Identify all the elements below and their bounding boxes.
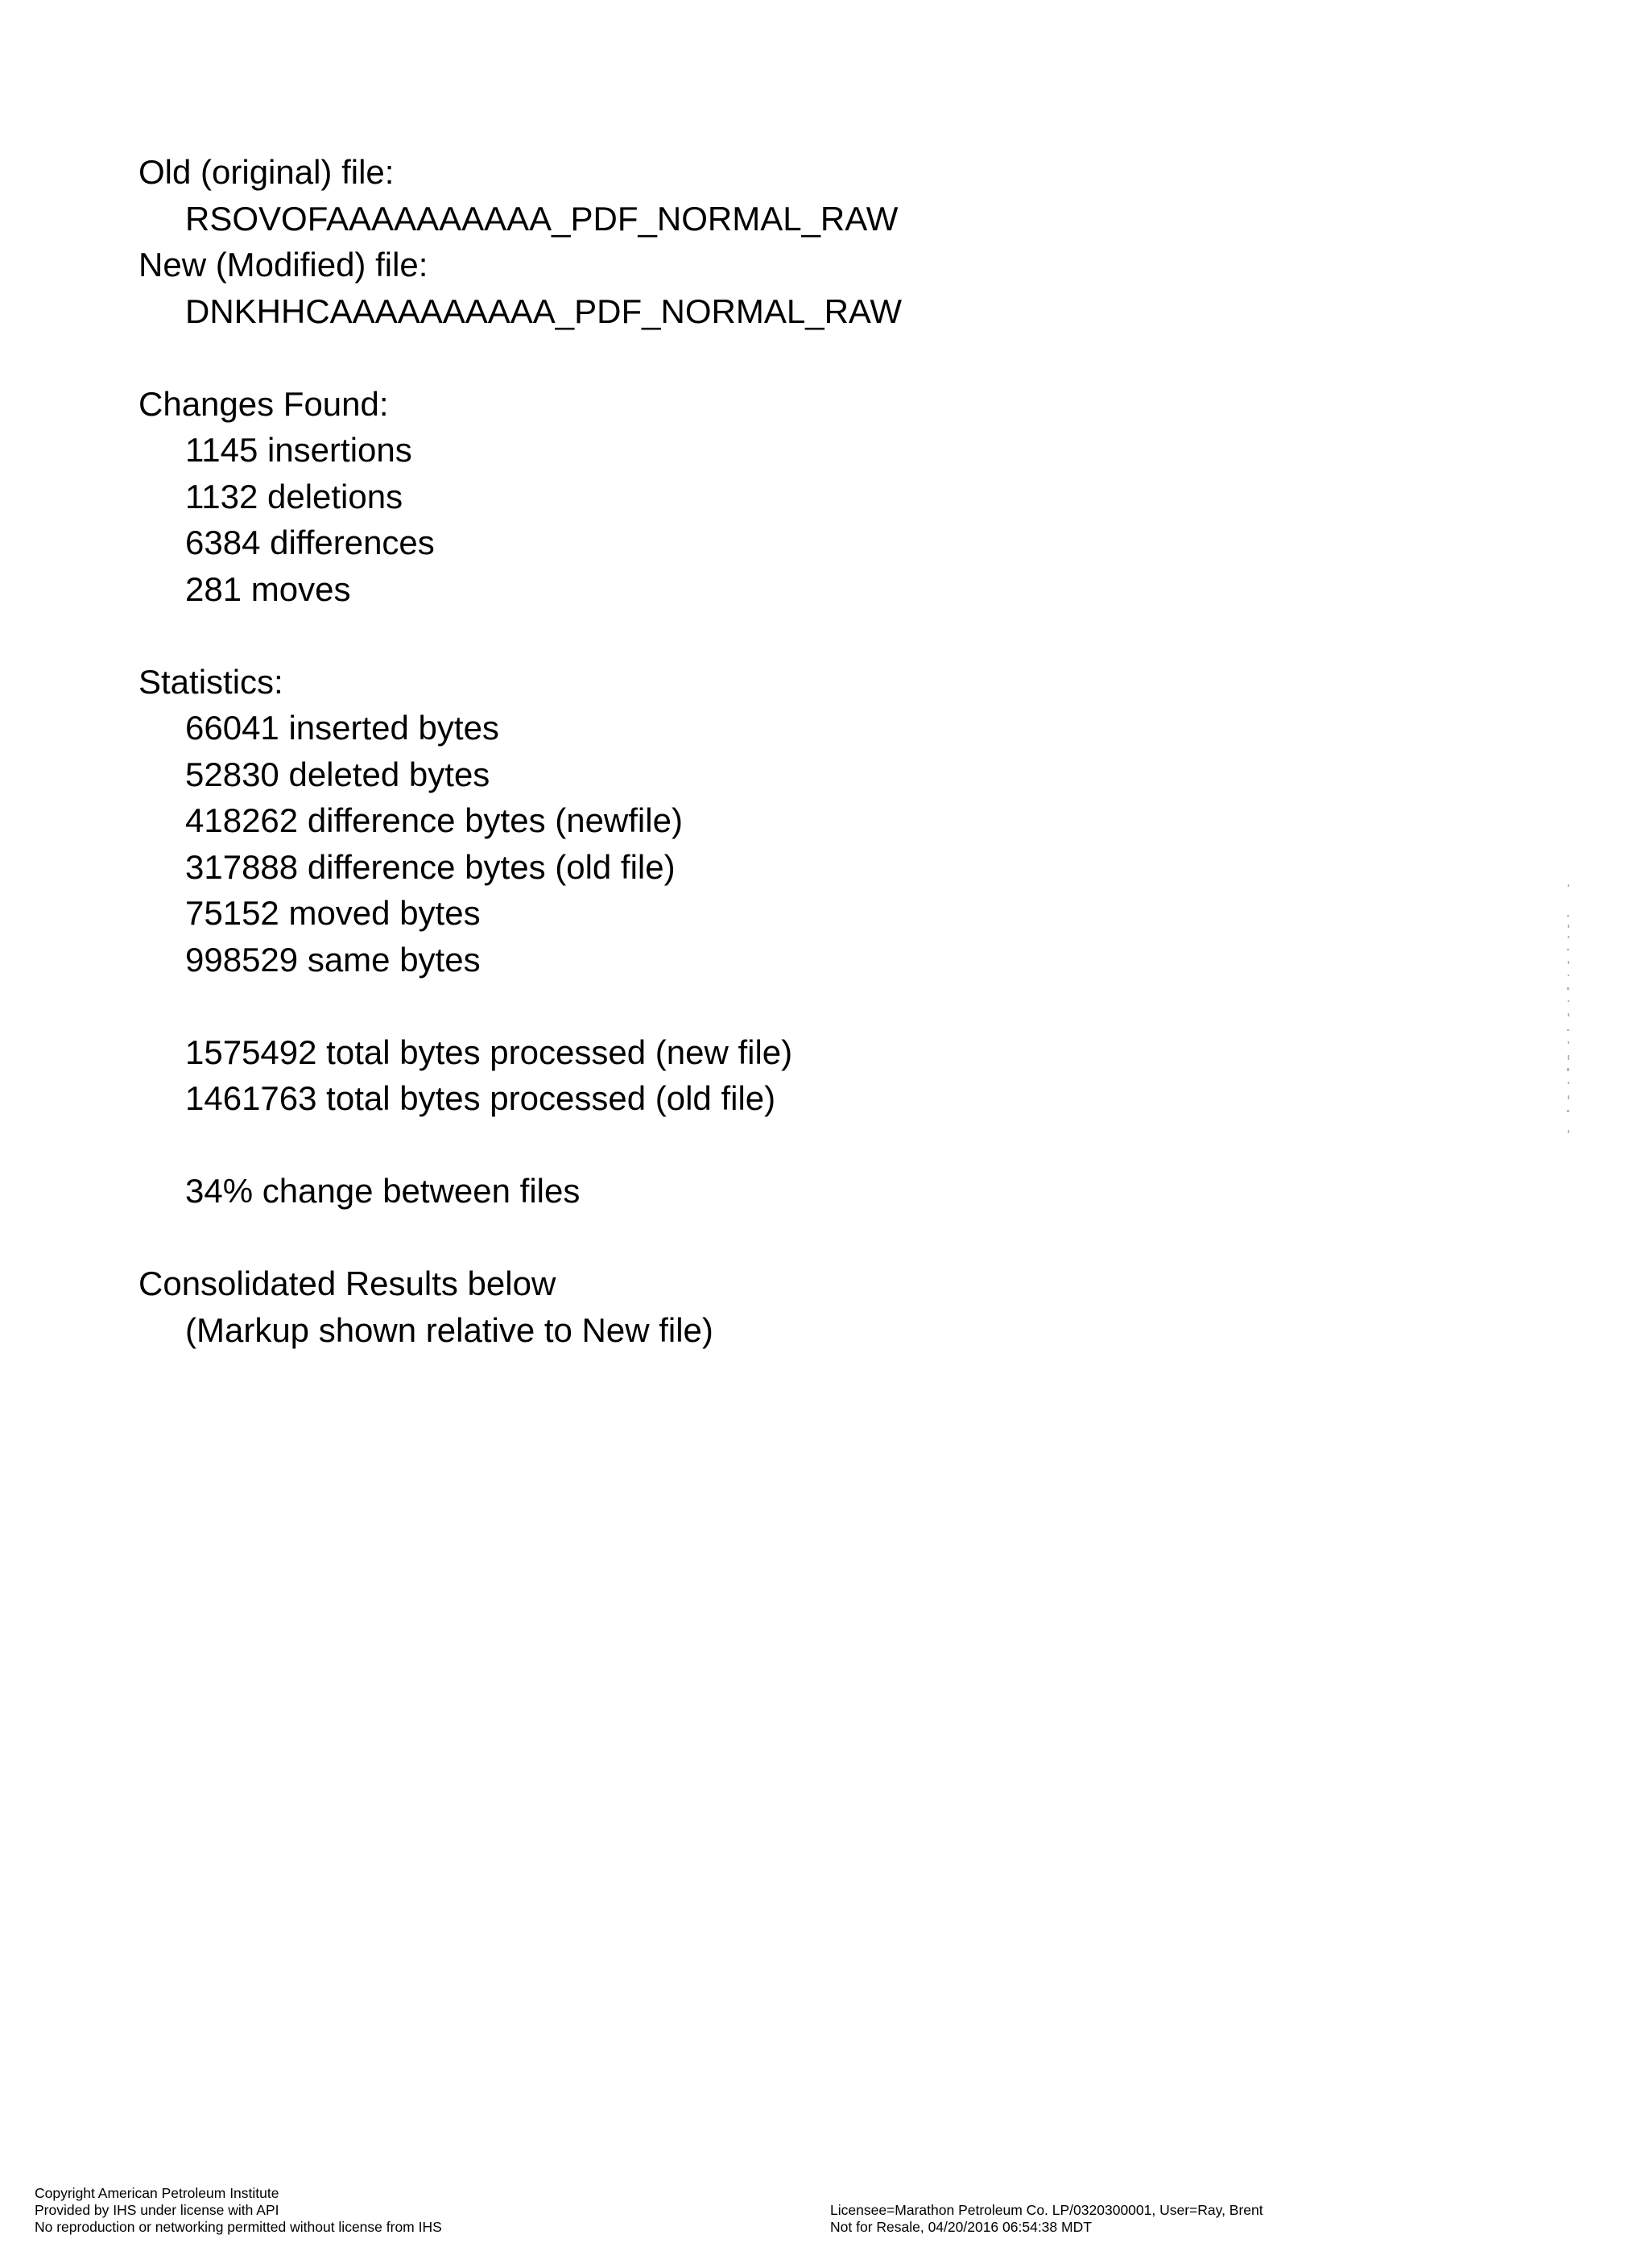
change-percent: 34% change between files [185,1172,581,1210]
old-file-label: Old (original) file: [138,153,395,191]
footer-line: Copyright American Petroleum Institute [35,2185,279,2201]
statistics-heading: Statistics: [138,662,283,701]
margin-scan-marks [1566,884,1571,1136]
statistics-item: 317888 difference bytes (old file) [185,847,676,886]
spacer [138,334,902,381]
changes-item: 1145 insertions [185,431,412,469]
old-file-name: RSOVOFAAAAAAAAAA_PDF_NORMAL_RAW [185,199,899,238]
statistics-item: 75152 moved bytes [185,894,481,932]
footer-line: Licensee=Marathon Petroleum Co. LP/0320300001, User=Ray, Brent [830,2202,1263,2218]
footer-licensee [830,2202,1263,2236]
spacer [138,983,902,1029]
total-bytes-new: 1575492 total bytes processed (new file) [185,1033,793,1071]
new-file-label: New (Modified) file: [138,246,428,284]
spacer [138,1215,902,1261]
new-file-name: DNKHHCAAAAAAAAAA_PDF_NORMAL_RAW [185,292,902,330]
changes-heading: Changes Found: [138,384,389,423]
statistics-item: 52830 deleted bytes [185,755,490,793]
statistics-item: 418262 difference bytes (newfile) [185,801,683,839]
statistics-item: 998529 same bytes [185,940,481,979]
footer-line: No reproduction or networking permitted without license from IHS [35,2219,442,2235]
statistics-item: 66041 inserted bytes [185,709,499,747]
footer-copyright [35,2185,442,2236]
consolidated-note: (Markup shown relative to New file) [185,1310,713,1349]
changes-item: 281 moves [185,569,351,608]
consolidated-heading: Consolidated Results below [138,1264,556,1302]
total-bytes-old: 1461763 total bytes processed (old file) [185,1079,776,1117]
comparison-report [138,149,902,1353]
spacer [138,612,902,659]
spacer [138,1122,902,1169]
changes-item: 1132 deletions [185,477,403,515]
footer-line: Provided by IHS under license with API [35,2202,279,2218]
changes-item: 6384 differences [185,524,435,561]
footer-line: Not for Resale, 04/20/2016 06:54:38 MDT [830,2219,1092,2235]
